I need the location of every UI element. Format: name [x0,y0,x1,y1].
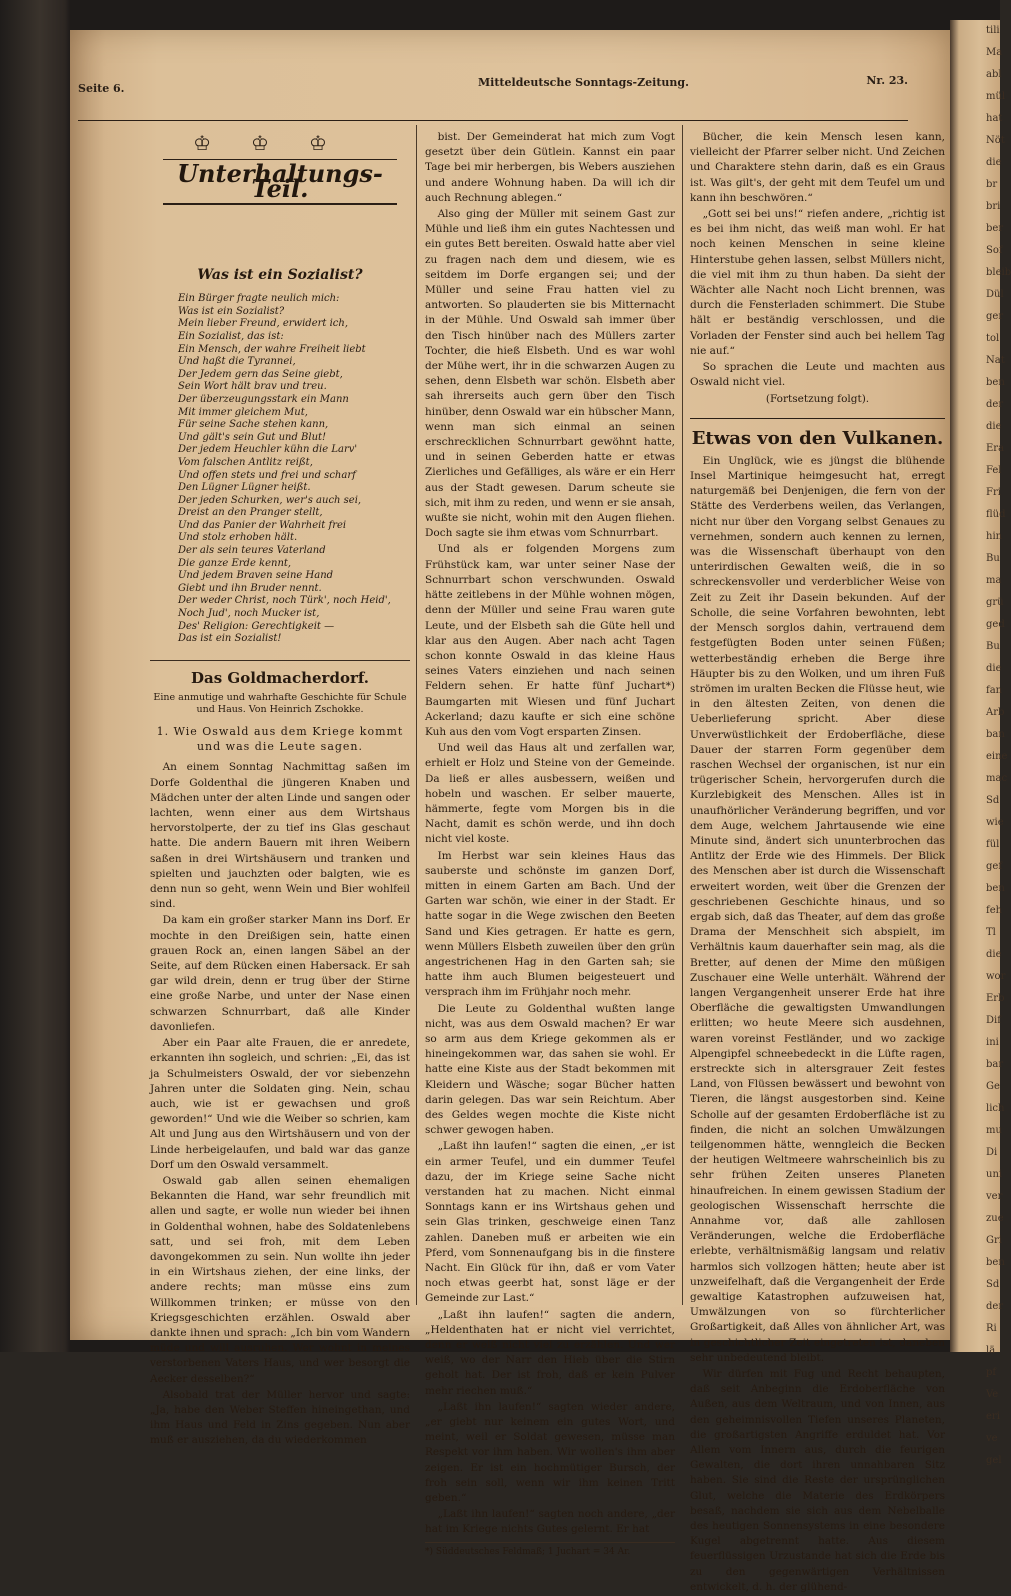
poem-line: Ein Mensch, der wahre Freiheit liebt [178,343,366,355]
fragment-text: Ve [986,1389,999,1400]
fragment-text: Sd [986,1279,1000,1290]
poem-line: Das ist ein Sozialist! [178,633,282,645]
poem-line: Was ist ein Sozialist? [178,305,285,317]
column-3 [690,130,945,1596]
fragment-text: fan [986,685,1003,696]
article-body [690,454,945,1595]
fragment-text: Bu [986,553,1000,564]
story-text-col1 [150,760,410,1448]
fragment-text: wor [986,971,1006,982]
column-rule-1 [416,125,417,1305]
poem-line: Und offen stets und frei und scharf [178,469,356,481]
fragment-text: Dül [986,289,1004,300]
poem-line: Der jedem Heuchler kühn die Larv' [178,444,358,456]
fragment-text: ben [986,377,1005,388]
poem-line: Giebt und ihn Bruder nennt. [178,582,322,594]
fragment-text: Ma [986,47,1003,58]
paragraph: Im Herbst war sein kleines Haus das sauberste und schönste im ganzen Dorf, mitten in einem Garten am Bach. Und der Garten war schön, wie einer in der Stadt. Er hatte sogar in die Wege zwischen den Beeten Sand und Kies getragen. Er hatte es gern, wenn Müllers Elsbeth zuweilen über den grün angestrichenen Hag in den Garten sah; sie hatte ihm auch Blumen beigesteuert und versprach ihm im Frühjahr noch mehr. [425,849,675,999]
poem-line: Mein lieber Freund, erwidert ich, [178,318,349,330]
poem-line: Dreist an den Pranger stellt, [178,507,323,519]
continued-note: (Fortsetzung folgt). [765,393,870,406]
paragraph: So sprachen die Leute und machten aus Oswald nicht viel. [690,361,945,389]
fragment-text: mu [986,1125,1002,1136]
section-title-ornament [150,130,410,260]
poem-line: Der weder Christ, noch Türk', noch Heid', [178,595,391,607]
poem-line: Sein Wort hält brav und treu. [178,381,327,393]
article-divider [690,418,945,419]
page-header [78,74,908,104]
fragment-text: Erb [986,993,1005,1004]
fragment-text: Arb [986,707,1005,718]
fragment-text: fül [986,839,1000,850]
fragment-text: Tl [986,927,996,938]
poem-line: Und stolz erhoben hält. [178,532,298,544]
fragment-text: die [986,663,1002,674]
poem-line: Ein Sozialist, das ist: [178,330,284,342]
fragment-text: gef [986,861,1003,872]
fragment-text: Sof [986,245,1003,256]
fragment-text: hin [986,531,1003,542]
column-1 [150,130,410,1450]
header-rule [78,120,908,121]
fragment-text: bleib [986,267,1011,278]
fragment-text: eri [986,1411,1000,1422]
fragment-text: pf [986,1367,997,1378]
fragment-text: die [986,157,1002,168]
fragment-text: ver [986,1191,1003,1202]
adjacent-page-fragments [950,20,1011,1472]
poem-line: Den Lügner Lügner heißt. [178,482,311,494]
poem-line: Und haßt die Tyrannei, [178,356,296,368]
poem-title: Was ist ein Sozialist? [197,267,363,283]
poem-line: Der überzeugungsstark ein Mann [178,393,349,405]
paragraph: „Laßt ihn laufen!“ sagten noch andere, „der hat im Kriege nichts Gutes gelernt. Er hat [425,1508,675,1536]
paragraph: Aber ein Paar alte Frauen, die er anredete, erkannten ihn sogleich, und schrien: „Ei, das ist ja Schulmeisters Oswald, der vor siebenzehn Jahren unter die Soldaten ging. Nein, schau auch, wie ist er gewachsen und groß geworden!“ Und wie die Weiber so schrien, kam Alt und Jung aus den Wirtshäusern und von der Linde herbeigelaufen, und bald war das ganze Dorf um den Oswald versammelt. [150,1037,410,1171]
paragraph: „Gott sei bei uns!“ riefen andere, „richtig ist es bei ihm nicht, das weiß man wohl. Er hat noch keinen Menschen in seine kleine Hinterstube gehen lassen, selbst Müllers nicht, die viel mit ihm zu thun haben. Da sieht der Wächter alle Nacht noch Licht brennen, was durch die Fensterladen schimmert. Die Stube hält er beständig verschlossen, und die Vorladen der Fenster sind auch bei hellem Tag nie auf.“ [690,208,945,357]
column-2 [425,130,675,1560]
fragment-text: wie [986,817,1004,828]
paragraph: „Laßt ihn laufen!“ sagten wieder andere, „er giebt nur keinem ein gutes Wort, und meint, weil er Soldat gewesen, müsse man Respekt vor ihm haben. Wir wollen's ihm aber zeigen. Er ist ein hochmütiger Bursch, der froh sein soll, wenn wir ihm keinen Tritt geben.“ [425,1400,675,1505]
adjacent-page-edge [950,20,1011,1466]
fragment-text: grü [986,597,1004,608]
fragment-text: Di [986,1147,998,1158]
paragraph: Und weil das Haus alt und zerfallen war, erhielt er Holz und Steine von der Gemeinde. Da ließ er alles ausbessern, weißen und hobeln und waschen. Er selber mauerte, hämmerte, fegte vom Morgen bis in die Nacht, damit es schön werde, und ihn doch nicht viel koste. [425,742,675,846]
fragment-text: bri [986,201,1001,212]
fragment-text: ged [986,619,1005,630]
paragraph: „Laßt ihn laufen!“ sagten die andern, „Heldenthaten hat er nicht viel verrichtet, denn er weiß nicht viel zu erzählen. Und wer weiß, wo der Narr den Hieb über die Stirn geholt hat. Der ist froh, daß er kein Pulver mehr riechen muß.“ [425,1308,675,1397]
poem-line: Und gält's sein Gut und Blut! [178,431,327,443]
paragraph: An einem Sonntag Nachmittag saßen im Dorfe Goldenthal die jüngeren Knaben und Mädchen unter der alten Linde und sangen oder lachten, wenn einer aus dem Wirtshaus hervorstolperte, der zu tief ins Glas geschaut hatte. Die andern Bauern mit ihren Weibern saßen in drei Wirtshäusern und tranken und spielten und jauchzten oder balgten, wie es denn nun so geht, wenn Wein und Bier wohlfeil sind. [150,761,410,911]
story-title: Das Goldmacherdorf. [150,660,410,686]
fragment-text: Dif [986,1015,1001,1026]
fragment-text: Fel [986,465,1002,476]
fragment-text: ben [986,1257,1005,1268]
column-rule-2 [682,125,683,1305]
fragment-text: lich [986,1103,1005,1114]
paragraph: Also ging der Müller mit seinem Gast zur Mühle und ließ ihm ein gutes Nachtessen und ein gutes Bett bereiten. Oswald hatte aber viel zu fragen nach dem und diesem, wie es seitdem im Dorfe ergangen sei; und der Müller und seine Frau hatten viel zu antworten. So plauderten sie bis Mitternacht in der Mühle. Und Oswald sah immer über den Tisch hinüber nach des Müllers zarter Tochter, die hieß Elsbeth. Und es war wohl der Mühe wert, ihr in die schwarzen Augen zu sehen, denn Elsbeth war schön. Elsbeth aber sah ihrerseits auch gern über den Tisch hinüber, denn Oswald war ein hübscher Mann, wenn man sich einmal an seinen erschrecklichen Schnurrbart gewöhnt hatte, und in seinen Geberden hatte er etwas Zierliches und Gefälliges, als wäre er ein Herr aus der Stadt gewesen. Darum scheute sie sich, mit ihm zu reden, und wenn er sie ansah, wußte sie nicht, wohin mit den Augen fliehen. Doch sagte sie ihm etwas vom Schnurrbart. [425,208,675,540]
fragment-text: br [986,179,998,190]
poem-line: Vom falschen Antlitz reißt, [178,456,313,468]
paragraph: Wir dürfen mit Fug und Recht behaupten, daß seit Anbeginn die Erdoberfläche von Außen, aus dem Weltraum, und von Innen, aus den geheimnisvollen Tiefen unseres Planeten, die großartigsten Angriffe erduldet hat. Vor Allem vom Innern aus, durch die feurigen Gewalten, die dort ihren unnahbaren Sitz haben. Sie sind die Reste der ursprünglichen Glut, welche die Materie des Erdkörpers besaß, nachdem sie sich aus dem Nebelballe des heutigen Sonnensystems in eine besondere Kugel abgetrennt hatte. Aus diesem feuerflüssigen Urzustande hat sich die Erde bis zu den gegenwärtigen Verhältnissen entwickelt, d. h. der glühend- [690,1368,945,1593]
fragment-text: ben [986,883,1005,894]
poem-line: Des' Religion: Gerechtigkeit — [178,620,335,632]
fragment-text: uni [986,1169,1003,1180]
fragment-text: hat [986,113,1003,124]
story-chapter: 1. Wie Oswald aus dem Kriege kommt und was die Leute sagen. [156,725,404,754]
fragment-text: ber [986,223,1004,234]
fragment-text: abl [986,69,1002,80]
paragraph: Die Leute zu Goldenthal wußten lange nicht, was aus dem Oswald machen? Er war so arm aus dem Kriege gekommen als er hineingekommen war, das sahen sie wohl. Er hatte eine Kiste aus der Stadt bekommen mit Kleidern und Wäsche; sogar Bücher hatten darin gelegen. Das war sein Reichtum. Aber des Geldes wegen mochte die Kiste nicht schwer gewogen haben. [425,1002,675,1137]
fragment-text: ger [986,311,1004,322]
paragraph: „Laßt ihn laufen!“ sagten die einen, „er ist ein armer Teufel, und ein dummer Teufel dazu, der im Kriege seine Sache nicht verstanden hat zu machen. Nicht einmal Sonntags kann er ins Wirtshaus gehen und sein Glas trinken, geschweige einen Tanz zahlen. Daneben muß er arbeiten wie ein Pferd, vom Sonnenaufgang bis in die finstere Nacht. Ein Glück für ihn, daß er vom Vater noch etwas geerbt hat, sonst läge er der Gemeinde zur Last.“ [425,1140,675,1305]
article-title: Etwas von den Vulkanen. [691,427,944,449]
page-number: Seite 6. [78,82,125,95]
fragment-text: ve [986,1433,998,1444]
poem-line: Der als sein teures Vaterland [178,545,326,557]
fragment-text: zue [986,1213,1004,1224]
fragment-text: der [986,399,1004,410]
footnote: *) Süddeutsches Feldmaß; 1 Juchart = 34 Ar. [425,1542,675,1560]
fragment-text: der [986,1301,1004,1312]
story-subtitle: Eine anmutige und wahrhafte Geschichte für Schule und Haus. Von Heinrich Zschokke. [153,692,407,716]
crown-ornament-icon: ♔♔♔ [193,131,367,155]
poem-line: Noch Jud', noch Mucker ist, [178,608,320,620]
fragment-text: mül [986,91,1006,102]
fragment-text: tol [986,333,1000,344]
fragment-text: Era [986,443,1005,454]
fragment-text: die [986,421,1002,432]
poem-line: Ein Bürger fragte neulich mich: [178,293,340,305]
fragment-text: Nöt [986,135,1005,146]
fragment-text: ma [986,575,1002,586]
paragraph: Ein Unglück, wie es jüngst die blühende Insel Martinique heimgesucht hat, erregt naturgemäß bei Denjenigen, die fern von der Stätte des Verderbens weilen, das Verlangen, nicht nur über den Vorgang selbst Genaues zu vernehmen, sondern auch kennen zu lernen, was die Wissenschaft überhaupt von den unterirdischen Gewalten weiß, die in so schreckensvoller und verderblicher Weise von Zeit zu Zeit ihr Dasein bekunden. Auf der Scholle, die seine Vorfahren bewohnten, lebt der Mensch sorglos dahin, vertrauend dem festgefügten Boden unter seinen Füßen; wetterbeständig erheben die Berge ihre Häupter bis zu den Wolken, und um ihren Fuß strömen im uralten Becken die Flüsse heut, wie in den ältesten Zeiten, von denen die Ueberlieferung spricht. Aber diese Unverwüstlichkeit der Erdoberfläche, diese Dauer der starren Form gegenüber dem raschen Wechsel der organischen, ist nur ein trügerischer Schein, hervorgerufen durch die Kurzlebigkeit des Menschen. Alles ist in unaufhörlicher Veränderung begriffen, und vor dem Auge, welchem Jahrtausende wie eine Minute sind, ändert sich ununterbrochen das Antlitz der Erde wie des Himmels. Der Blick des Menschen aber ist durch die Wissenschaft erweitert worden, weit über die Grenzen der geschriebenen Geschichte hinaus, und so ergab sich, daß das Theater, auf dem das große Drama der Menschheit sich abspielt, im Verhältnis kaum dauerhafter sein mag, als die Bretter, auf denen der Mime den müßigen Zuschauer eine Welle unterhält. Während der langen Vergangenheit unserer Erde hat ihre Oberfläche die gewaltigsten Umwandlungen erlitten; wo heute Meere sich ausdehnen, waren voreinst Festländer, und wo zackige Alpengipfel schneebedeckt in die Lüfte ragen, erstreckte sich in altersgrauer Zeit festes Land, von Flüssen bewässert und bewohnt von Tieren, die längst ausgestorben sind. Keine Scholle auf der gesamten Erdoberfläche ist zu finden, die nicht an solchen Umwälzungen teilgenommen hätte, wenngleich die Becken der heutigen Weltmeere wahrscheinlich bis zu sehr frühen Zeiten unseres Planeten hinaufreichen. In einem gewissen Stadium der geologischen Wissenschaft herrschte die Annahme vor, daß alle zahllosen Veränderungen, welche die Erdoberfläche erlebte, verhältnismäßig langsam und relativ harmlos sich vollzogen hätten; heute aber ist unzweifelhaft, daß die Vergangenheit der Erde gewaltige Katastrophen aufzuweisen hat, Umwälzungen von so fürchterlicher Großartigkeit, daß Alles von ähnlicher Art, was in geschichtlicher Zeit eingetreten ist, daneben sehr unbedeutend bleibt. [690,454,945,1364]
paragraph: bist. Der Gemeinderat hat mich zum Vogt gesetzt über dein Gütlein. Kannst ein paar Tage bei mir herbergen, bis Webers ausziehen und andere Wohnung haben. Da will ich dir auch Rechnung ablegen.“ [425,131,675,204]
paragraph: Bücher, die kein Mensch lesen kann, vielleicht der Pfarrer selber nicht. Und Zeichen und Charaktere stehn darin, daß es ein Graus ist. Was gilt's, der geht mit dem Teufel um und kann ihn beschwören.“ [690,131,945,204]
poem-body [150,293,410,646]
story-text-col3 [690,130,945,390]
poem-line: Der Jedem gern das Seine giebt, [178,368,343,380]
fragment-text: eine [986,751,1008,762]
fragment-text: flüd [986,509,1006,520]
story-text-col2 [425,130,675,1538]
fragment-text: tili [986,25,1000,36]
fragment-text: Ri [986,1323,997,1334]
fragment-text: Sd [986,795,1000,806]
paragraph: Alsobald trat der Müller hervor und sagte: „Ja, habe den Weber Steffen hineingethan, und ihm Haus und Feld in Zins gegeben. Nun aber muß er ausziehen, da du wiederkommen [150,1388,410,1447]
poem-line: Und das Panier der Wahrheit frei [178,519,347,531]
poem-line: Die ganze Erde kennt, [178,557,292,569]
fragment-text: Gri [986,1235,1002,1246]
issue-number: Nr. 23. [866,74,908,87]
fragment-text: mac [986,773,1008,784]
fragment-text: gel [986,1455,1002,1466]
poem-line: Der jeden Schurken, wer's auch sei, [178,494,362,506]
paragraph: Oswald gab allen seinen ehemaligen Bekannten die Hand, war sehr freundlich mit allen und sagte, er wolle nun wieder bei ihnen in Goldenthal wohnen, habe des Soldatenlebens satt, und sei froh, mit dem Leben davongekommen zu sein. Nun wollte ihn jeder in ein Wirtshaus ziehen, der eine links, der andere rechts; man müsse eins zum Willkommen trinken; er müsse von den Kriegsgeschichten erzählen. Oswald aber dankte ihnen und sprach: „Ich bin vom Wandern müde und will ausruhen. Wer wohnt in meines verstorbenen Vaters Haus, und wer besorgt die Aecker desselben?“ [150,1174,410,1385]
fragment-text: bar [986,1059,1004,1070]
fragment-text: lä [986,1345,996,1356]
poem-line: Für seine Sache stehen kann, [178,419,329,431]
paragraph: Und als er folgenden Morgens zum Frühstück kam, war unter seiner Nase der Schnurrbart schon verschwunden. Oswald hätte zeitlebens in der Mühle wohnen mögen, denn der Müller und seine Frau waren gute Leute, und der Elsbeth sah die Güte hell und klar aus den Augen. Aber nach acht Tagen schon konnte Oswald in das kleine Haus seines Vaters einziehen und nach seinen Feldern sehen. Er hatte fünf Juchart*) Baumgarten mit Wiesen und fünf Juchart Ackerland; dazu kaufte er sich eine schöne Kuh aus den vom Vogt ersparten Zinsen. [425,543,675,738]
fragment-text: ban [986,729,1005,740]
fragment-text: Ge [986,1081,1000,1092]
poem-line: Und jedem Braven seine Hand [178,570,334,582]
paper-title: Mitteldeutsche Sonntags-Zeitung. [478,76,689,89]
poem-line: Mit immer gleichem Mut, [178,406,308,418]
paragraph: Da kam ein großer starker Mann ins Dorf. Er mochte in den Dreißigen sein, hatte einen grauen Rock an, einen langen Säbel an der Seite, auf dem Rücken einen Habersack. Er sah gar wild drein, denn er trug über der Stirne eine große Narbe, und unter der Nase einen schwarzen Schnurrbart, daß alle Kinder davonliefen. [150,914,410,1033]
fragment-text: ini [986,1037,999,1048]
fragment-text: feh [986,905,1003,916]
section-title: Unterhaltungs-Teil. [163,159,397,204]
fragment-text: die [986,949,1002,960]
fragment-text: Fri [986,487,1001,498]
fragment-text: Bu [986,641,1000,652]
fragment-text: Nat [986,355,1005,366]
